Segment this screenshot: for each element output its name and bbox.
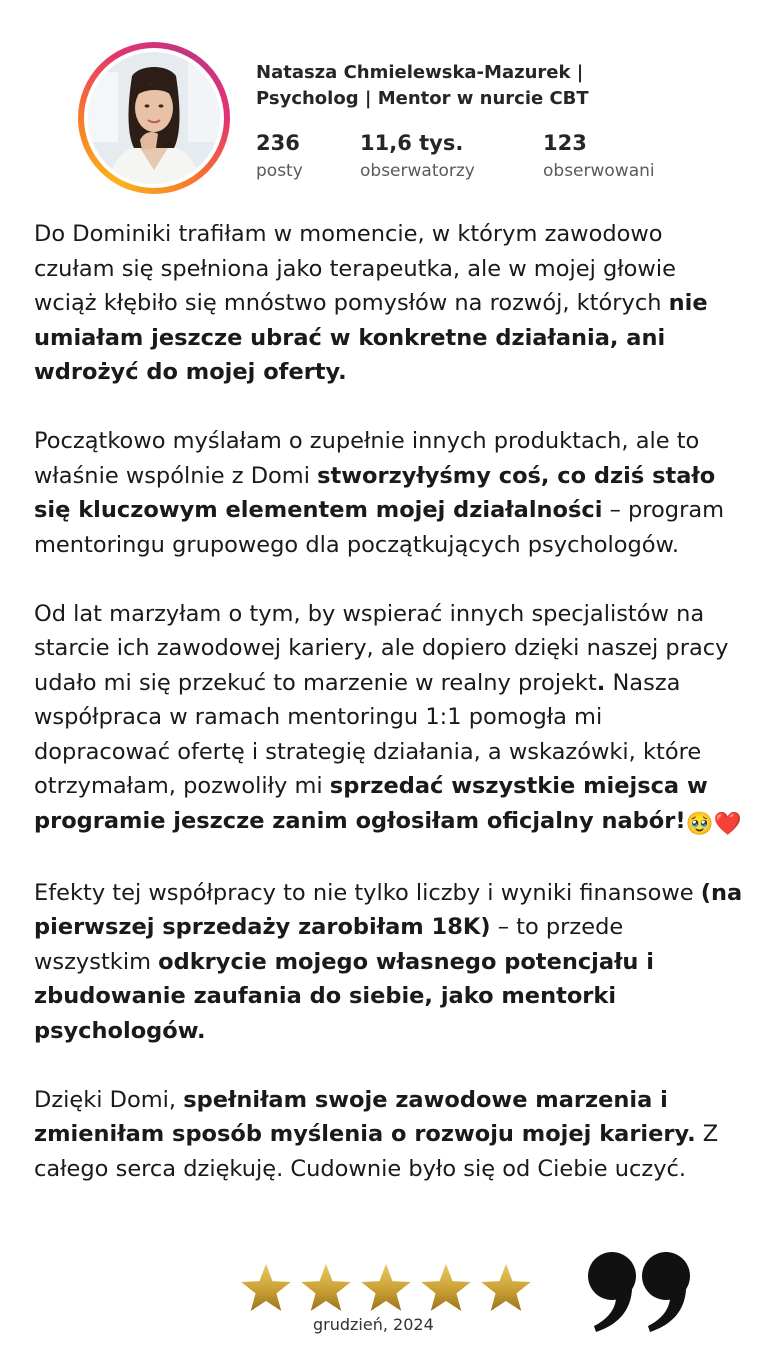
testimonial-paragraph-1: Do Dominiki trafiłam w momencie, w którym zawodowo czułam się spełniona jako terapeutka, ale w mojej głowie wciąż kłębiło się mnóstwo pomysłów na rozwój, których nie umiałam jeszcze ubrać w konkretne działania, ani wdrożyć do mojej oferty. — [34, 221, 708, 385]
star-icon — [421, 1264, 470, 1311]
profile-name-line2: Psycholog | Mentor w nurcie CBT — [256, 88, 589, 109]
star-icon — [241, 1264, 290, 1311]
avatar[interactable] — [78, 42, 230, 194]
testimonial-paragraph-2: Początkowo myślałam o zupełnie innych produktach, ale to właśnie wspólnie z Domi stworzyłyśmy coś, co dziś stało się kluczowym elementem mojej działalności – program mentoringu grupowego dla początkujących psychologów. — [34, 428, 725, 558]
stat-posts[interactable] — [256, 130, 303, 184]
stat-following-value: 123 — [543, 131, 587, 155]
stat-following[interactable] — [543, 130, 655, 184]
testimonial-text — [34, 217, 744, 1221]
stat-following-label: obserwowani — [543, 161, 655, 181]
testimonial-paragraph-4: Efekty tej współpracy to nie tylko liczby i wyniki finansowe (na pierwszej sprzedaży zarobiłam 18K) – to przede wszystkim odkrycie mojego własnego potencjału i zbudowanie zaufania do siebie, jako mentorki psychologów. — [34, 879, 743, 1044]
rating-stars — [238, 1262, 538, 1318]
stat-followers[interactable] — [360, 130, 475, 184]
profile-name-line1: Natasza Chmielewska-Mazurek | — [256, 62, 584, 83]
profile-name — [256, 60, 676, 112]
stat-posts-value: 236 — [256, 131, 300, 155]
profile-header — [78, 42, 768, 217]
quote-mark-icon — [586, 1250, 694, 1332]
star-icon — [361, 1264, 410, 1311]
testimonial-paragraph-5: Dzięki Domi, spełniłam swoje zawodowe marzenia i zmieniłam sposób myślenia o rozwoju mojej kariery. Z całego serca dziękuję. Cudownie było się od Ciebie uczyć. — [34, 1086, 719, 1182]
avatar-photo — [88, 52, 220, 184]
star-icon — [481, 1264, 530, 1311]
stat-followers-value: 11,6 tys. — [360, 131, 464, 155]
stat-posts-label: posty — [256, 161, 303, 181]
stat-followers-label: obserwatorzy — [360, 161, 475, 181]
testimonial-paragraph-3: Od lat marzyłam o tym, by wspierać innych specjalistów na starcie ich zawodowej kariery, ale dopiero dzięki naszej pracy udało mi się przekuć to marzenie w realny projekt. Nasza współpraca w ramach mentoringu 1:1 pomogła mi dopracować ofertę i strategię działania, a wskazówki, które otrzymałam, pozwoliły mi sprzedać wszystkie miejsca w programie jeszcze zanim ogłosiłam oficjalny nabór!🥹❤️ — [34, 597, 744, 842]
star-icon — [301, 1264, 350, 1311]
review-date: grudzień, 2024 — [313, 1315, 434, 1334]
face-heart-emoji-icon: 🥹❤️ — [685, 810, 742, 837]
